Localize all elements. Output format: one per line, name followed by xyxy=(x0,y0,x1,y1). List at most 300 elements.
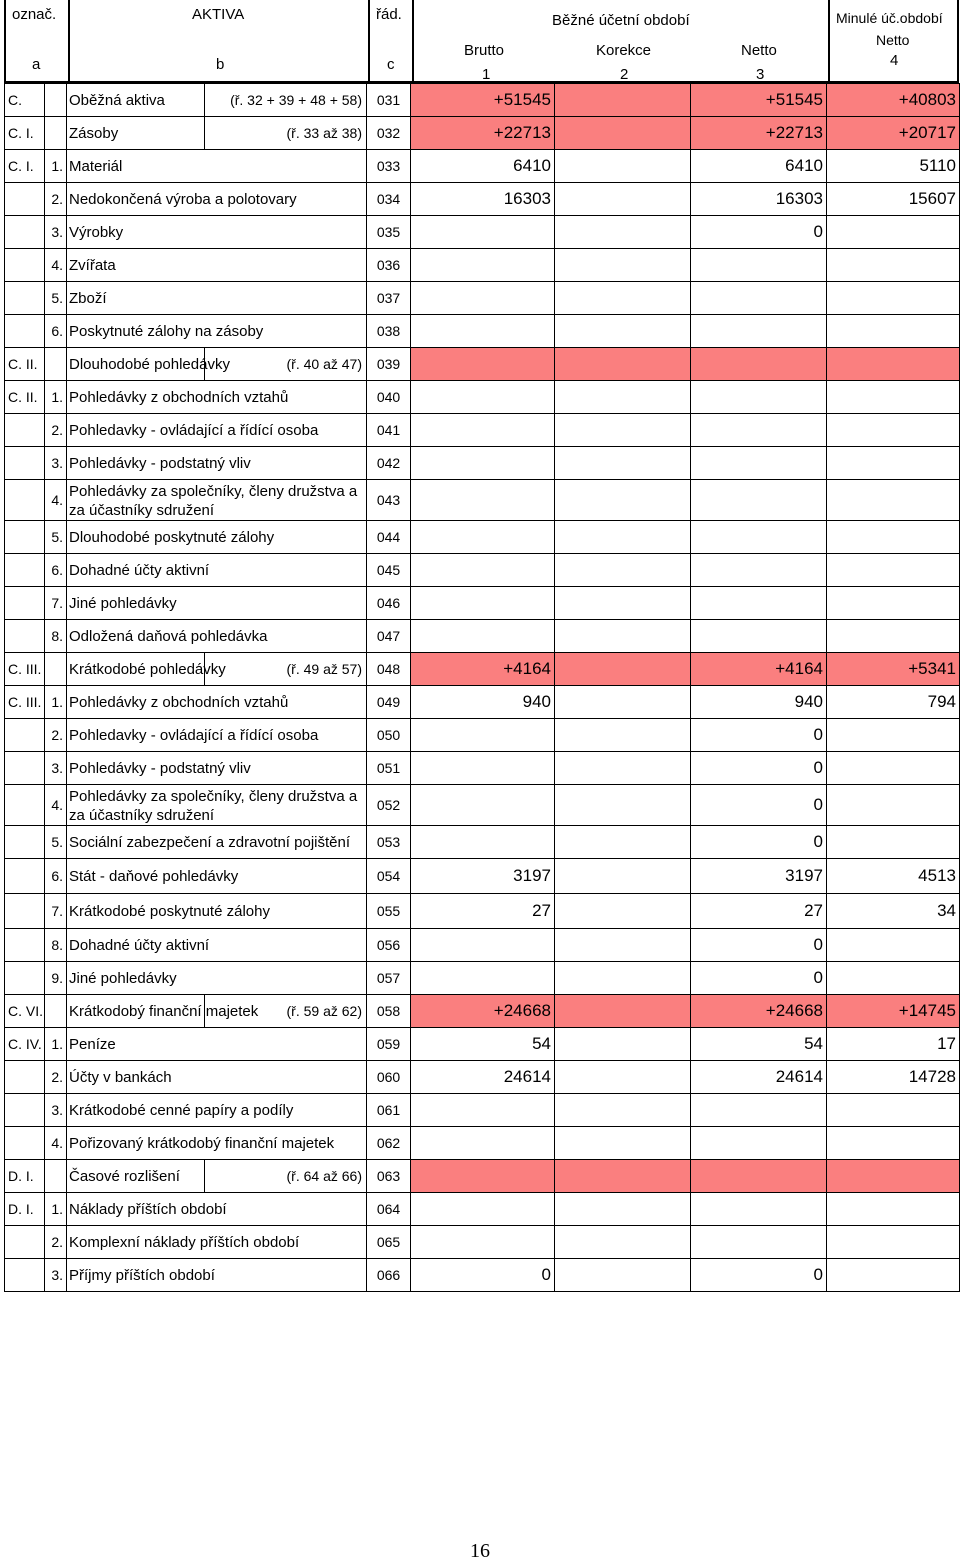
table-row xyxy=(5,348,960,381)
row-brutto xyxy=(411,554,555,587)
row-netto-prev xyxy=(827,216,960,249)
row-korekce xyxy=(555,150,691,183)
table-row xyxy=(5,1226,960,1259)
row-mark xyxy=(5,447,45,480)
row-netto-prev: 17 xyxy=(827,1028,960,1061)
row-mark: C. IV. xyxy=(5,1028,45,1061)
row-mark xyxy=(5,1259,45,1292)
row-name: Dohadné účty aktivní xyxy=(67,554,367,587)
row-code: 052 xyxy=(367,785,411,826)
row-mark xyxy=(5,554,45,587)
table-row xyxy=(5,995,960,1028)
row-code: 039 xyxy=(367,348,411,381)
table-row xyxy=(5,1094,960,1127)
row-name: Krátkodobé cenné papíry a podíly xyxy=(67,1094,367,1127)
header-aktiva: AKTIVA xyxy=(192,6,245,23)
row-netto: 0 xyxy=(691,962,827,995)
row-netto: 940 xyxy=(691,686,827,719)
row-code: 035 xyxy=(367,216,411,249)
row-brutto xyxy=(411,1127,555,1160)
row-netto-prev xyxy=(827,1160,960,1193)
row-mark xyxy=(5,521,45,554)
row-name: Náklady příštích období xyxy=(67,1193,367,1226)
row-name: Nedokončená výroba a polotovary xyxy=(67,183,367,216)
row-brutto xyxy=(411,1193,555,1226)
row-item-number: 3. xyxy=(45,216,67,249)
table-row xyxy=(5,216,960,249)
row-range: (ř. 32 + 39 + 48 + 58) xyxy=(205,84,367,117)
row-korekce xyxy=(555,84,691,117)
row-korekce xyxy=(555,752,691,785)
table-row xyxy=(5,117,960,150)
row-mark xyxy=(5,587,45,620)
row-netto: 24614 xyxy=(691,1061,827,1094)
row-brutto: 3197 xyxy=(411,859,555,894)
row-code: 066 xyxy=(367,1259,411,1292)
row-netto xyxy=(691,587,827,620)
header-col-3: 3 xyxy=(756,66,765,83)
row-code: 057 xyxy=(367,962,411,995)
row-netto: 0 xyxy=(691,752,827,785)
table-row xyxy=(5,1061,960,1094)
row-item-number: 3. xyxy=(45,447,67,480)
row-brutto xyxy=(411,752,555,785)
row-name: Časové rozlišení xyxy=(67,1160,205,1193)
row-range: (ř. 49 až 57) xyxy=(205,653,367,686)
table-row xyxy=(5,1160,960,1193)
row-brutto xyxy=(411,381,555,414)
row-mark xyxy=(5,1127,45,1160)
row-item-number xyxy=(45,1160,67,1193)
row-netto-prev: 34 xyxy=(827,894,960,929)
row-mark xyxy=(5,962,45,995)
row-netto-prev xyxy=(827,1094,960,1127)
row-name: Pohledávky z obchodních vztahů xyxy=(67,686,367,719)
row-code: 034 xyxy=(367,183,411,216)
row-netto-prev xyxy=(827,1226,960,1259)
row-brutto xyxy=(411,929,555,962)
table-row xyxy=(5,381,960,414)
row-code: 037 xyxy=(367,282,411,315)
header-bezne-obdobi: Běžné účetní období xyxy=(552,12,690,29)
row-item-number: 6. xyxy=(45,554,67,587)
row-name: Dohadné účty aktivní xyxy=(67,929,367,962)
row-korekce xyxy=(555,653,691,686)
row-brutto xyxy=(411,480,555,521)
row-item-number: 1. xyxy=(45,150,67,183)
row-code: 051 xyxy=(367,752,411,785)
row-name: Stát - daňové pohledávky xyxy=(67,859,367,894)
row-netto: 0 xyxy=(691,785,827,826)
row-name: Krátkodobý finanční majetek xyxy=(67,995,205,1028)
row-brutto xyxy=(411,315,555,348)
row-code: 064 xyxy=(367,1193,411,1226)
page-number: 16 xyxy=(470,1540,490,1562)
row-mark xyxy=(5,1094,45,1127)
row-code: 038 xyxy=(367,315,411,348)
row-korekce xyxy=(555,1160,691,1193)
row-item-number: 1. xyxy=(45,1028,67,1061)
row-netto xyxy=(691,249,827,282)
row-netto-prev xyxy=(827,554,960,587)
row-item-number xyxy=(45,995,67,1028)
row-mark xyxy=(5,894,45,929)
row-code: 054 xyxy=(367,859,411,894)
row-mark xyxy=(5,183,45,216)
row-netto: 0 xyxy=(691,826,827,859)
row-name: Dlouhodobé poskytnuté zálohy xyxy=(67,521,367,554)
row-item-number: 3. xyxy=(45,1259,67,1292)
table-row xyxy=(5,653,960,686)
row-brutto: +22713 xyxy=(411,117,555,150)
row-code: 055 xyxy=(367,894,411,929)
row-brutto xyxy=(411,447,555,480)
row-item-number: 1. xyxy=(45,381,67,414)
row-item-number: 1. xyxy=(45,686,67,719)
row-netto-prev: +14745 xyxy=(827,995,960,1028)
table-row xyxy=(5,414,960,447)
row-netto xyxy=(691,554,827,587)
row-brutto: 6410 xyxy=(411,150,555,183)
row-netto-prev xyxy=(827,752,960,785)
table-row xyxy=(5,1127,960,1160)
row-netto: 0 xyxy=(691,929,827,962)
row-netto-prev xyxy=(827,348,960,381)
header-rad: řád. xyxy=(376,6,402,23)
row-netto: 54 xyxy=(691,1028,827,1061)
row-netto-prev xyxy=(827,414,960,447)
row-korekce xyxy=(555,1061,691,1094)
row-mark: D. I. xyxy=(5,1160,45,1193)
row-code: 056 xyxy=(367,929,411,962)
row-brutto: 16303 xyxy=(411,183,555,216)
header-col-1: 1 xyxy=(482,66,491,83)
row-brutto: +24668 xyxy=(411,995,555,1028)
table-row xyxy=(5,785,960,826)
row-mark xyxy=(5,719,45,752)
row-brutto xyxy=(411,216,555,249)
row-mark xyxy=(5,315,45,348)
row-code: 044 xyxy=(367,521,411,554)
row-netto xyxy=(691,1127,827,1160)
row-item-number xyxy=(45,653,67,686)
row-korekce xyxy=(555,249,691,282)
row-code: 063 xyxy=(367,1160,411,1193)
row-brutto: 940 xyxy=(411,686,555,719)
table-row xyxy=(5,249,960,282)
row-brutto xyxy=(411,521,555,554)
row-netto: +24668 xyxy=(691,995,827,1028)
table-row xyxy=(5,84,960,117)
row-mark: C. VI. xyxy=(5,995,45,1028)
row-name: Pohledávky z obchodních vztahů xyxy=(67,381,367,414)
row-item-number: 2. xyxy=(45,719,67,752)
row-brutto xyxy=(411,249,555,282)
row-brutto: 27 xyxy=(411,894,555,929)
row-netto xyxy=(691,521,827,554)
row-brutto xyxy=(411,1094,555,1127)
row-korekce xyxy=(555,554,691,587)
row-korekce xyxy=(555,216,691,249)
row-code: 058 xyxy=(367,995,411,1028)
row-name: Materiál xyxy=(67,150,367,183)
table-row xyxy=(5,587,960,620)
table-row xyxy=(5,150,960,183)
row-code: 050 xyxy=(367,719,411,752)
row-korekce xyxy=(555,117,691,150)
row-netto-prev xyxy=(827,315,960,348)
row-netto: 3197 xyxy=(691,859,827,894)
table-header xyxy=(4,0,959,83)
row-netto xyxy=(691,1193,827,1226)
row-korekce xyxy=(555,414,691,447)
row-name: Pohledavky - ovládající a řídící osoba xyxy=(67,414,367,447)
table-row xyxy=(5,315,960,348)
row-item-number: 6. xyxy=(45,315,67,348)
row-netto-prev xyxy=(827,620,960,653)
row-code: 047 xyxy=(367,620,411,653)
row-code: 059 xyxy=(367,1028,411,1061)
row-item-number: 8. xyxy=(45,620,67,653)
row-range: (ř. 33 až 38) xyxy=(205,117,367,150)
row-name: Jiné pohledávky xyxy=(67,587,367,620)
row-netto-prev xyxy=(827,249,960,282)
row-netto-prev: 14728 xyxy=(827,1061,960,1094)
row-netto-prev: +5341 xyxy=(827,653,960,686)
table-row xyxy=(5,826,960,859)
row-mark xyxy=(5,826,45,859)
row-name: Zvířata xyxy=(67,249,367,282)
row-korekce xyxy=(555,282,691,315)
row-mark xyxy=(5,414,45,447)
row-korekce xyxy=(555,962,691,995)
row-code: 040 xyxy=(367,381,411,414)
row-mark: C. III. xyxy=(5,686,45,719)
row-mark xyxy=(5,620,45,653)
row-netto-prev xyxy=(827,962,960,995)
row-mark xyxy=(5,785,45,826)
row-item-number: 4. xyxy=(45,1127,67,1160)
row-mark xyxy=(5,1061,45,1094)
row-item-number: 9. xyxy=(45,962,67,995)
row-name: Pohledávky - podstatný vliv xyxy=(67,447,367,480)
row-range: (ř. 59 až 62) xyxy=(205,995,367,1028)
row-korekce xyxy=(555,1094,691,1127)
table-row xyxy=(5,686,960,719)
row-item-number: 7. xyxy=(45,587,67,620)
row-code: 061 xyxy=(367,1094,411,1127)
row-item-number: 3. xyxy=(45,752,67,785)
row-korekce xyxy=(555,447,691,480)
row-code: 046 xyxy=(367,587,411,620)
row-korekce xyxy=(555,929,691,962)
table-row xyxy=(5,1028,960,1061)
row-mark xyxy=(5,480,45,521)
row-netto xyxy=(691,447,827,480)
header-col-b: b xyxy=(216,56,225,73)
row-netto-prev: 794 xyxy=(827,686,960,719)
row-name: Odložená daňová pohledávka xyxy=(67,620,367,653)
assets-table xyxy=(4,83,960,1292)
row-item-number: 2. xyxy=(45,1226,67,1259)
row-brutto xyxy=(411,826,555,859)
row-code: 043 xyxy=(367,480,411,521)
row-name: Poskytnuté zálohy na zásoby xyxy=(67,315,367,348)
table-row xyxy=(5,1193,960,1226)
row-name: Pohledavky - ovládající a řídící osoba xyxy=(67,719,367,752)
row-netto: 6410 xyxy=(691,150,827,183)
row-korekce xyxy=(555,719,691,752)
row-korekce xyxy=(555,521,691,554)
row-item-number: 4. xyxy=(45,785,67,826)
row-brutto: 24614 xyxy=(411,1061,555,1094)
row-name: Krátkodobé poskytnuté zálohy xyxy=(67,894,367,929)
row-korekce xyxy=(555,826,691,859)
row-brutto xyxy=(411,414,555,447)
row-korekce xyxy=(555,859,691,894)
row-item-number xyxy=(45,348,67,381)
row-mark: C. II. xyxy=(5,381,45,414)
row-code: 042 xyxy=(367,447,411,480)
table-row xyxy=(5,752,960,785)
row-code: 053 xyxy=(367,826,411,859)
row-korekce xyxy=(555,620,691,653)
row-korekce xyxy=(555,894,691,929)
row-mark: C. I. xyxy=(5,150,45,183)
header-oznac: označ. xyxy=(12,6,57,23)
row-netto xyxy=(691,1094,827,1127)
row-item-number: 5. xyxy=(45,826,67,859)
row-mark: C. I. xyxy=(5,117,45,150)
row-item-number: 4. xyxy=(45,480,67,521)
row-netto-prev: +40803 xyxy=(827,84,960,117)
row-code: 032 xyxy=(367,117,411,150)
row-item-number: 5. xyxy=(45,282,67,315)
table-row xyxy=(5,447,960,480)
row-netto-prev xyxy=(827,521,960,554)
row-brutto xyxy=(411,1160,555,1193)
row-range: (ř. 40 až 47) xyxy=(205,348,367,381)
row-code: 065 xyxy=(367,1226,411,1259)
row-mark: D. I. xyxy=(5,1193,45,1226)
row-code: 049 xyxy=(367,686,411,719)
row-brutto xyxy=(411,620,555,653)
header-col-2: 2 xyxy=(620,66,629,83)
table-row xyxy=(5,719,960,752)
row-item-number xyxy=(45,117,67,150)
row-netto-prev: 15607 xyxy=(827,183,960,216)
row-item-number xyxy=(45,84,67,117)
row-netto xyxy=(691,282,827,315)
row-netto xyxy=(691,1226,827,1259)
row-korekce xyxy=(555,348,691,381)
row-code: 060 xyxy=(367,1061,411,1094)
row-item-number: 2. xyxy=(45,183,67,216)
row-netto: +4164 xyxy=(691,653,827,686)
row-netto: 27 xyxy=(691,894,827,929)
table-row xyxy=(5,1259,960,1292)
row-netto: 0 xyxy=(691,719,827,752)
row-mark: C. III. xyxy=(5,653,45,686)
row-code: 062 xyxy=(367,1127,411,1160)
row-name: Pohledávky - podstatný vliv xyxy=(67,752,367,785)
row-netto-prev xyxy=(827,282,960,315)
row-name: Pohledávky za společníky, členy družstva a za účastníky sdružení xyxy=(67,480,367,521)
row-name: Pořizovaný krátkodobý finanční majetek xyxy=(67,1127,367,1160)
row-item-number: 1. xyxy=(45,1193,67,1226)
row-brutto: 0 xyxy=(411,1259,555,1292)
header-col-a: a xyxy=(32,56,41,73)
row-code: 031 xyxy=(367,84,411,117)
row-name: Krátkodobé pohledávky xyxy=(67,653,205,686)
row-netto xyxy=(691,414,827,447)
row-netto-prev xyxy=(827,1259,960,1292)
row-mark xyxy=(5,859,45,894)
row-brutto: +51545 xyxy=(411,84,555,117)
row-netto-prev xyxy=(827,929,960,962)
row-name: Zboží xyxy=(67,282,367,315)
row-netto: 0 xyxy=(691,1259,827,1292)
row-korekce xyxy=(555,183,691,216)
row-mark xyxy=(5,216,45,249)
row-brutto xyxy=(411,962,555,995)
row-item-number: 5. xyxy=(45,521,67,554)
table-row xyxy=(5,894,960,929)
row-name: Oběžná aktiva xyxy=(67,84,205,117)
row-brutto xyxy=(411,282,555,315)
row-brutto xyxy=(411,1226,555,1259)
row-netto-prev xyxy=(827,381,960,414)
row-korekce xyxy=(555,381,691,414)
header-col-c: c xyxy=(387,56,395,73)
row-korekce xyxy=(555,1127,691,1160)
row-brutto: 54 xyxy=(411,1028,555,1061)
row-netto: +22713 xyxy=(691,117,827,150)
table-row xyxy=(5,521,960,554)
row-netto-prev xyxy=(827,587,960,620)
row-netto xyxy=(691,1160,827,1193)
row-korekce xyxy=(555,686,691,719)
row-item-number: 8. xyxy=(45,929,67,962)
header-netto-prev: Netto xyxy=(876,32,910,48)
row-brutto xyxy=(411,587,555,620)
row-code: 033 xyxy=(367,150,411,183)
row-item-number: 3. xyxy=(45,1094,67,1127)
row-mark xyxy=(5,282,45,315)
row-name: Zásoby xyxy=(67,117,205,150)
row-netto-prev xyxy=(827,785,960,826)
row-netto xyxy=(691,480,827,521)
row-korekce xyxy=(555,785,691,826)
row-netto-prev xyxy=(827,826,960,859)
row-mark xyxy=(5,249,45,282)
row-korekce xyxy=(555,1028,691,1061)
row-netto-prev: +20717 xyxy=(827,117,960,150)
row-mark: C. II. xyxy=(5,348,45,381)
row-netto-prev: 5110 xyxy=(827,150,960,183)
row-netto-prev xyxy=(827,1193,960,1226)
row-korekce xyxy=(555,995,691,1028)
row-name: Sociální zabezpečení a zdravotní pojištění xyxy=(67,826,367,859)
table-row xyxy=(5,282,960,315)
row-code: 048 xyxy=(367,653,411,686)
table-row xyxy=(5,480,960,521)
row-netto xyxy=(691,348,827,381)
header-netto: Netto xyxy=(741,42,777,59)
row-item-number: 7. xyxy=(45,894,67,929)
header-brutto: Brutto xyxy=(464,42,505,59)
row-brutto xyxy=(411,348,555,381)
